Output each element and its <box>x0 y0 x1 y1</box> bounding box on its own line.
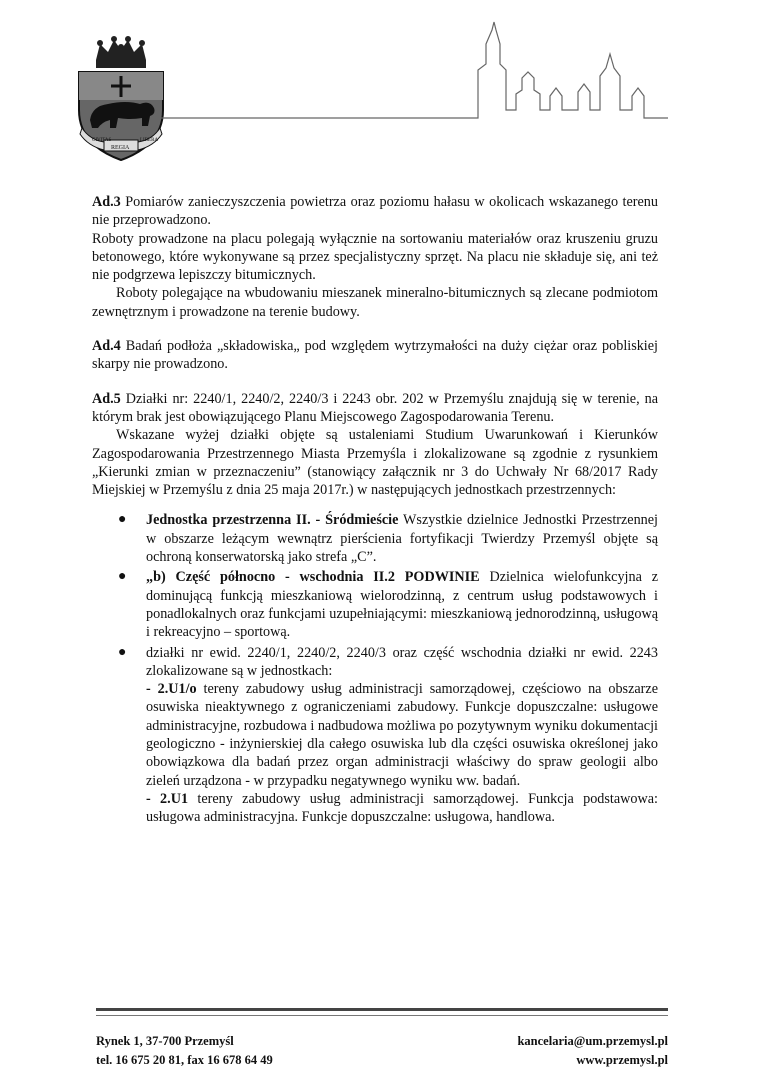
section-label: Ad.4 <box>92 338 121 355</box>
svg-text:LIBERA: LIBERA <box>140 138 159 143</box>
section-text: Badań podłoża „składowiska„ pod względem wytrzymałości na duży ciężar oraz pobliskiej skarpy nie prowadzono. <box>92 338 658 373</box>
zone-2-u1 <box>146 790 658 827</box>
crown-icon <box>96 36 146 68</box>
footer-divider <box>96 1008 668 1016</box>
przemysl-coat-of-arms-icon <box>79 72 163 160</box>
footer-email[interactable]: kancelaria@um.przemysl.pl <box>517 1034 668 1048</box>
letterhead-header <box>0 0 764 170</box>
list-item <box>92 511 658 566</box>
city-skyline-outline-icon <box>150 22 668 118</box>
zone-code: - 2.U1 <box>146 790 189 807</box>
paragraph: Wskazane wyżej działki objęte są ustaleniami Studium Uwarunkowań i Kierunków Zagospodarowania Przestrzennego Miasta Przemyśla i zlokalizowane są zgodnie z rysunkiem „Kierunki zmian w przeznaczeniu” (stanowiący załącznik nr 3 do Uchwały Nr 68/2017 Rady Miejskiej w Przemyślu z dnia 25 maja 2017r.) w następujących jednostkach przestrzennych: <box>92 427 658 499</box>
item-heading: „b) Część północno - wschodnia II.2 PODWINIE <box>146 569 480 586</box>
zone-2-u1-o <box>146 680 658 790</box>
letter-body <box>92 193 658 829</box>
footer-address: Rynek 1, 37-700 Przemyśl <box>96 1034 234 1048</box>
bullet-icon: ● <box>118 512 127 528</box>
bullet-list <box>92 511 658 826</box>
zone-text: tereny zabudowy usług administracji samorządowej. Funkcja podstawowa: usługowa administracyjna. Funkcje dopuszczalne: usługowa, handlowa. <box>146 790 658 826</box>
section-label: Ad.3 <box>92 194 121 210</box>
item-text: Dzielnica wielofunkcyjna z dominującą funkcją mieszkaniową wielorodzinną, z centrum usług podstawowych i ponadlokalnych oraz funkcjami uzupełniającymi: mieszkaniową jednorodzinną, usługową i rekreacyjno – sportową. <box>146 569 658 641</box>
section-ad5 <box>92 390 658 427</box>
svg-text:CIVITAS: CIVITAS <box>92 138 112 143</box>
item-heading: Jednostka przestrzenna II. - Śródmieście <box>146 512 399 529</box>
item-text: Wszystkie dzielnice Jednostki Przestrzennej w obszarze leżącym wewnątrz pierścienia fortyfikacji Twierdzy Przemyśl objęte są ochroną konserwatorską jako strefa „C”. <box>146 512 659 566</box>
section-label: Ad.5 <box>92 390 121 407</box>
footer-website[interactable]: www.przemysl.pl <box>576 1053 668 1067</box>
item-text: działki nr ewid. 2240/1, 2240/2, 2240/3 oraz część wschodnia działki nr ewid. 2243 zlokalizowane są w jednostkach: <box>146 644 658 679</box>
section-text: Działki nr: 2240/1, 2240/2, 2240/3 i 2243 obr. 202 w Przemyślu znajdują się w terenie, na którym brak jest obowiązującego Planu Miejscowego Zagospodarowania Terenu. <box>92 390 658 425</box>
section-ad3 <box>92 193 658 230</box>
paragraph: Roboty prowadzone na placu polegają wyłącznie na sortowaniu materiałów oraz kruszeniu gruzu betonowego, które wykonywane są przez specjalistyczny sprzęt. Na placu nie składuje się, ani też nie podgrzewa lepiszczy bitumicznych. <box>92 230 658 284</box>
footer-phones: tel. 16 675 20 81, fax 16 678 64 49 <box>96 1053 273 1067</box>
zone-code: - 2.U1/o <box>146 681 197 698</box>
section-text: Pomiarów zanieczyszczenia powietrza oraz poziomu hałasu w okolicach wskazanego terenu nie przeprowadzono. <box>92 194 658 229</box>
paragraph: Roboty polegające na wbudowaniu mieszanek mineralno-bitumicznych są zlecane podmiotom zewnętrznym i prowadzone na terenie budowy. <box>92 285 658 320</box>
list-item <box>92 644 658 827</box>
bullet-icon: ● <box>118 644 127 660</box>
section-ad4 <box>92 337 658 374</box>
bullet-icon: ● <box>118 569 127 585</box>
list-item <box>92 568 658 641</box>
zone-text: tereny zabudowy usług administracji samorządowej, częściowo na obszarze osuwiska nieaktywnego z ograniczeniami zabudowy. Funkcje dopuszczalne: usługowe administracyjne, rozbudowa i nadbudowa możliwa po pozytywnym wyniku dokumentacji geologiczno - inżynierskiej dla całego osuwiska lub dla części osuwiska określonej jako obowiązkowa dla badań przez organ administracji właściwy do spraw geologii albo zieleń urządzona - w przypadku negatywnego wyniku ww. badań. <box>146 681 658 789</box>
svg-text:REGIA: REGIA <box>111 145 130 151</box>
